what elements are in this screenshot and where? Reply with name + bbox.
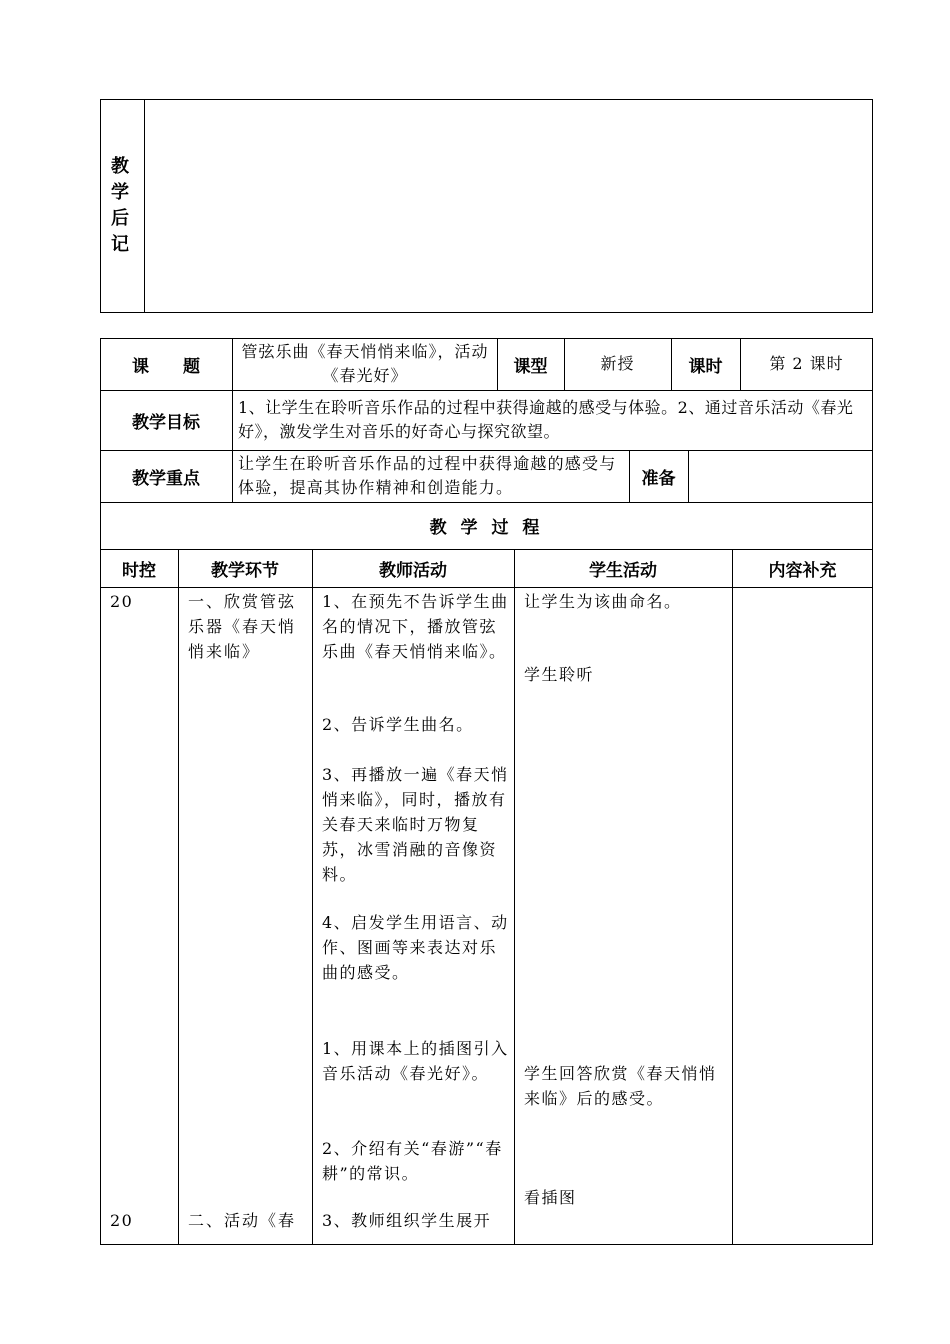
teacher-activity: 2、告诉学生曲名。 [322,715,474,734]
afternote-label-char: 记 [111,234,129,255]
afternote-divider [144,99,145,313]
topic-label: 课 题 [132,356,200,377]
time-value: 20 [110,592,134,611]
header-time: 时控 [122,560,156,581]
header-student: 学生活动 [589,560,657,581]
student-activity: 让学生为该曲命名。 [524,592,682,611]
student-activity: 学生回答欣赏《春天悄悄来临》后的感受。 [524,1064,717,1108]
goals-label: 教学目标 [132,412,200,433]
header-stage: 教学环节 [211,560,279,581]
prep-label: 准备 [641,468,676,489]
afternote-label [110,154,134,258]
time-value: 20 [110,1211,134,1230]
stage-item: 一、欣赏管弦乐器《春天悄悄来临》 [188,592,297,661]
teacher-activity: 1、在预先不告诉学生曲名的情况下，播放管弦乐曲《春天悄悄来临》。 [322,592,509,661]
process-title: 教 学 过 程 [429,518,544,538]
type-value: 新授 [600,354,635,373]
teacher-activity: 2、介绍有关“春游”“春耕”的常识。 [322,1139,503,1183]
afternote-label-char: 后 [111,208,129,229]
prep-value [692,450,870,502]
period-label: 课时 [688,356,723,377]
stage-item: 二、活动《春 [188,1211,297,1230]
teacher-activity: 1、用课本上的插图引入音乐活动《春光好》。 [322,1039,509,1083]
teacher-activity: 3、教师组织学生展开 [322,1211,492,1230]
topic-value: 管弦乐曲《春天悄悄来临》，活动《春光好》 [241,342,489,385]
goals-value: 1、让学生在聆听音乐作品的过程中获得逾越的感受与体验。2、通过音乐活动《春光好》，激发学生对音乐的好奇心与探究欲望。 [238,398,854,441]
afternote-table [100,99,873,313]
teacher-activity: 3、再播放一遍《春天悄悄来临》，同时，播放有关春天来临时万物复苏，冰雪消融的音像资料。 [322,765,509,884]
header-supplement: 内容补充 [768,560,837,581]
key-value: 让学生在聆听音乐作品的过程中获得逾越的感受与体验，提高其协作精神和创造能力。 [238,454,617,497]
header-teacher: 教师活动 [379,560,447,581]
type-label: 课型 [513,356,548,377]
student-activity: 学生聆听 [524,665,595,684]
afternote-label-char: 学 [111,182,129,203]
afternote-label-char: 教 [111,156,129,177]
key-label: 教学重点 [132,468,200,489]
student-activity: 看插图 [524,1188,577,1207]
teacher-activity: 4、启发学生用语言、动作、图画等来表达对乐曲的感受。 [322,913,509,982]
period-value: 第 2 课时 [769,354,844,373]
